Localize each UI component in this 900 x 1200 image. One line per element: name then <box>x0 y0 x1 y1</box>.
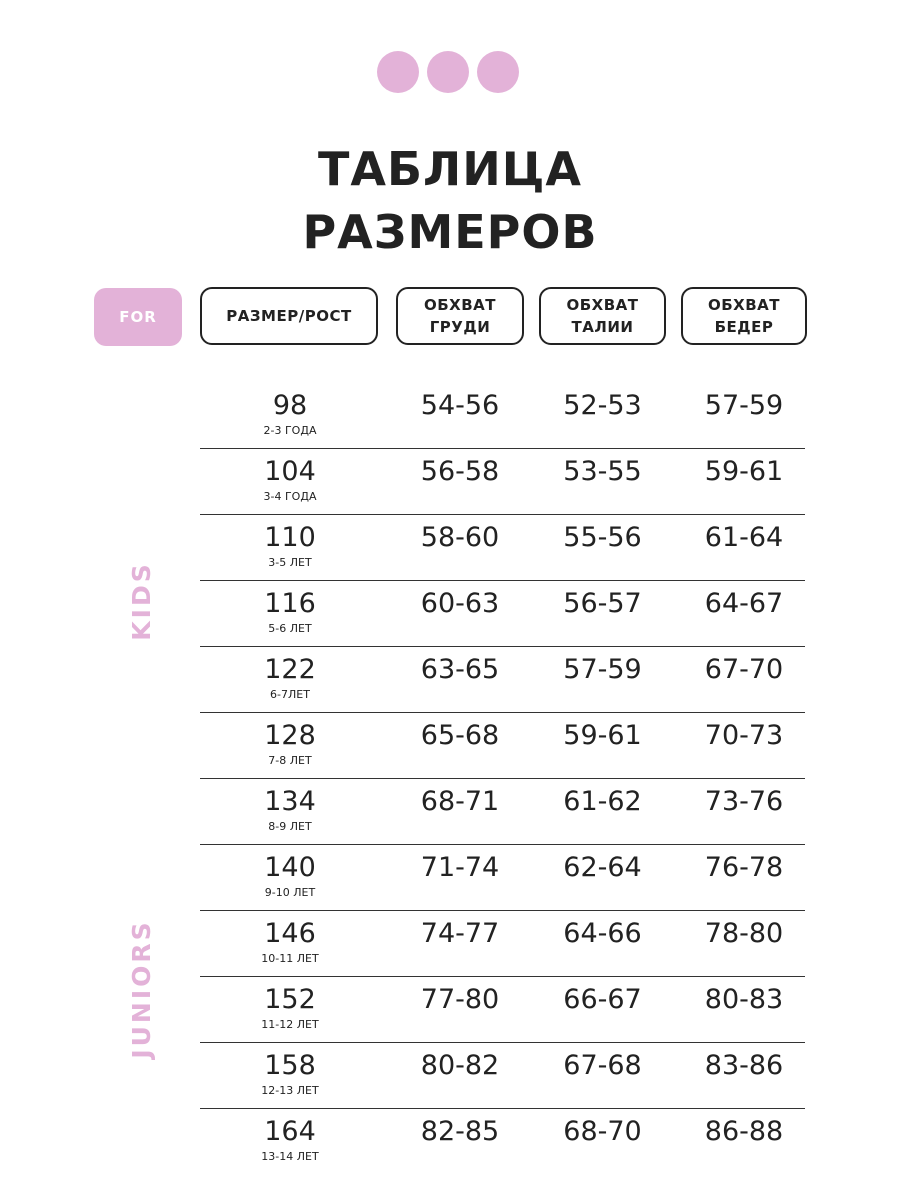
hips-value: 64-67 <box>704 588 784 619</box>
table-row <box>200 514 805 581</box>
table-row <box>200 844 805 911</box>
chest-value: 58-60 <box>420 522 500 553</box>
decorative-dots <box>377 51 519 93</box>
table-row <box>200 448 805 515</box>
hips-value: 80-83 <box>704 984 784 1015</box>
hips-value: 59-61 <box>704 456 784 487</box>
size-value: 140 <box>264 852 316 883</box>
age-label: 13-14 ЛЕТ <box>261 1150 319 1163</box>
size-value: 134 <box>264 786 316 817</box>
table-row <box>200 976 805 1043</box>
waist-value: 66-67 <box>563 984 642 1015</box>
age-label: 2-3 ГОДА <box>263 424 317 437</box>
page-title-line-2: РАЗМЕРОВ <box>302 205 598 259</box>
age-label: 9-10 ЛЕТ <box>264 886 316 899</box>
chest-value: 74-77 <box>420 918 500 949</box>
age-label: 6-7ЛЕТ <box>270 688 310 701</box>
waist-value: 68-70 <box>563 1116 642 1147</box>
table-row <box>200 778 805 845</box>
table-row <box>200 580 805 647</box>
page-title-line-1: ТАБЛИЦА <box>317 142 583 196</box>
chest-value: 71-74 <box>420 852 500 883</box>
age-label: 5-6 ЛЕТ <box>268 622 312 635</box>
size-value: 110 <box>264 522 316 553</box>
chest-value: 63-65 <box>420 654 500 685</box>
chest-value: 65-68 <box>420 720 500 751</box>
header-hips: ОБХВАТ БЕДЕР <box>681 287 807 345</box>
age-label: 3-4 ГОДА <box>263 490 317 503</box>
chest-value: 68-71 <box>420 786 500 817</box>
age-label: 3-5 ЛЕТ <box>268 556 312 569</box>
dot-3 <box>477 51 519 93</box>
table-row <box>200 712 805 779</box>
size-value: 128 <box>264 720 316 751</box>
chest-value: 82-85 <box>420 1116 500 1147</box>
size-value: 152 <box>264 984 316 1015</box>
waist-value: 64-66 <box>563 918 642 949</box>
size-value: 98 <box>272 390 308 421</box>
table-row <box>200 1108 805 1175</box>
chest-value: 60-63 <box>420 588 500 619</box>
age-label: 7-8 ЛЕТ <box>268 754 312 767</box>
age-label: 11-12 ЛЕТ <box>261 1018 319 1031</box>
chest-value: 56-58 <box>420 456 500 487</box>
header-chest: ОБХВАТ ГРУДИ <box>396 287 524 345</box>
waist-value: 55-56 <box>563 522 642 553</box>
table-row <box>200 910 805 977</box>
waist-value: 67-68 <box>563 1050 642 1081</box>
age-label: 10-11 ЛЕТ <box>261 952 319 965</box>
hips-value: 57-59 <box>704 390 784 421</box>
chest-value: 54-56 <box>420 390 500 421</box>
hips-value: 78-80 <box>704 918 784 949</box>
chest-value: 77-80 <box>420 984 500 1015</box>
for-badge: FOR <box>94 288 182 346</box>
hips-value: 67-70 <box>704 654 784 685</box>
waist-value: 52-53 <box>563 390 642 421</box>
hips-value: 83-86 <box>704 1050 784 1081</box>
waist-value: 56-57 <box>563 588 642 619</box>
size-value: 158 <box>264 1050 316 1081</box>
age-label: 8-9 ЛЕТ <box>268 820 312 833</box>
waist-value: 62-64 <box>563 852 642 883</box>
size-value: 122 <box>264 654 316 685</box>
waist-value: 61-62 <box>563 786 642 817</box>
page-title <box>0 138 900 264</box>
size-value: 116 <box>264 588 316 619</box>
header-waist: ОБХВАТ ТАЛИИ <box>539 287 666 345</box>
hips-value: 61-64 <box>704 522 784 553</box>
hips-value: 76-78 <box>704 852 784 883</box>
size-value: 164 <box>264 1116 316 1147</box>
table-row <box>200 1042 805 1109</box>
group-label-juniors: JUNIORS <box>127 919 156 1059</box>
waist-value: 59-61 <box>563 720 642 751</box>
dot-1 <box>377 51 419 93</box>
dot-2 <box>427 51 469 93</box>
hips-value: 86-88 <box>704 1116 784 1147</box>
hips-value: 70-73 <box>704 720 784 751</box>
table-row <box>200 646 805 713</box>
group-label-kids: KIDS <box>127 561 156 641</box>
size-value: 104 <box>264 456 316 487</box>
header-size-height: РАЗМЕР/РОСТ <box>200 287 378 345</box>
chest-value: 80-82 <box>420 1050 500 1081</box>
age-label: 12-13 ЛЕТ <box>261 1084 319 1097</box>
waist-value: 53-55 <box>563 456 642 487</box>
table-row <box>200 383 805 449</box>
size-value: 146 <box>264 918 316 949</box>
hips-value: 73-76 <box>704 786 784 817</box>
waist-value: 57-59 <box>563 654 642 685</box>
